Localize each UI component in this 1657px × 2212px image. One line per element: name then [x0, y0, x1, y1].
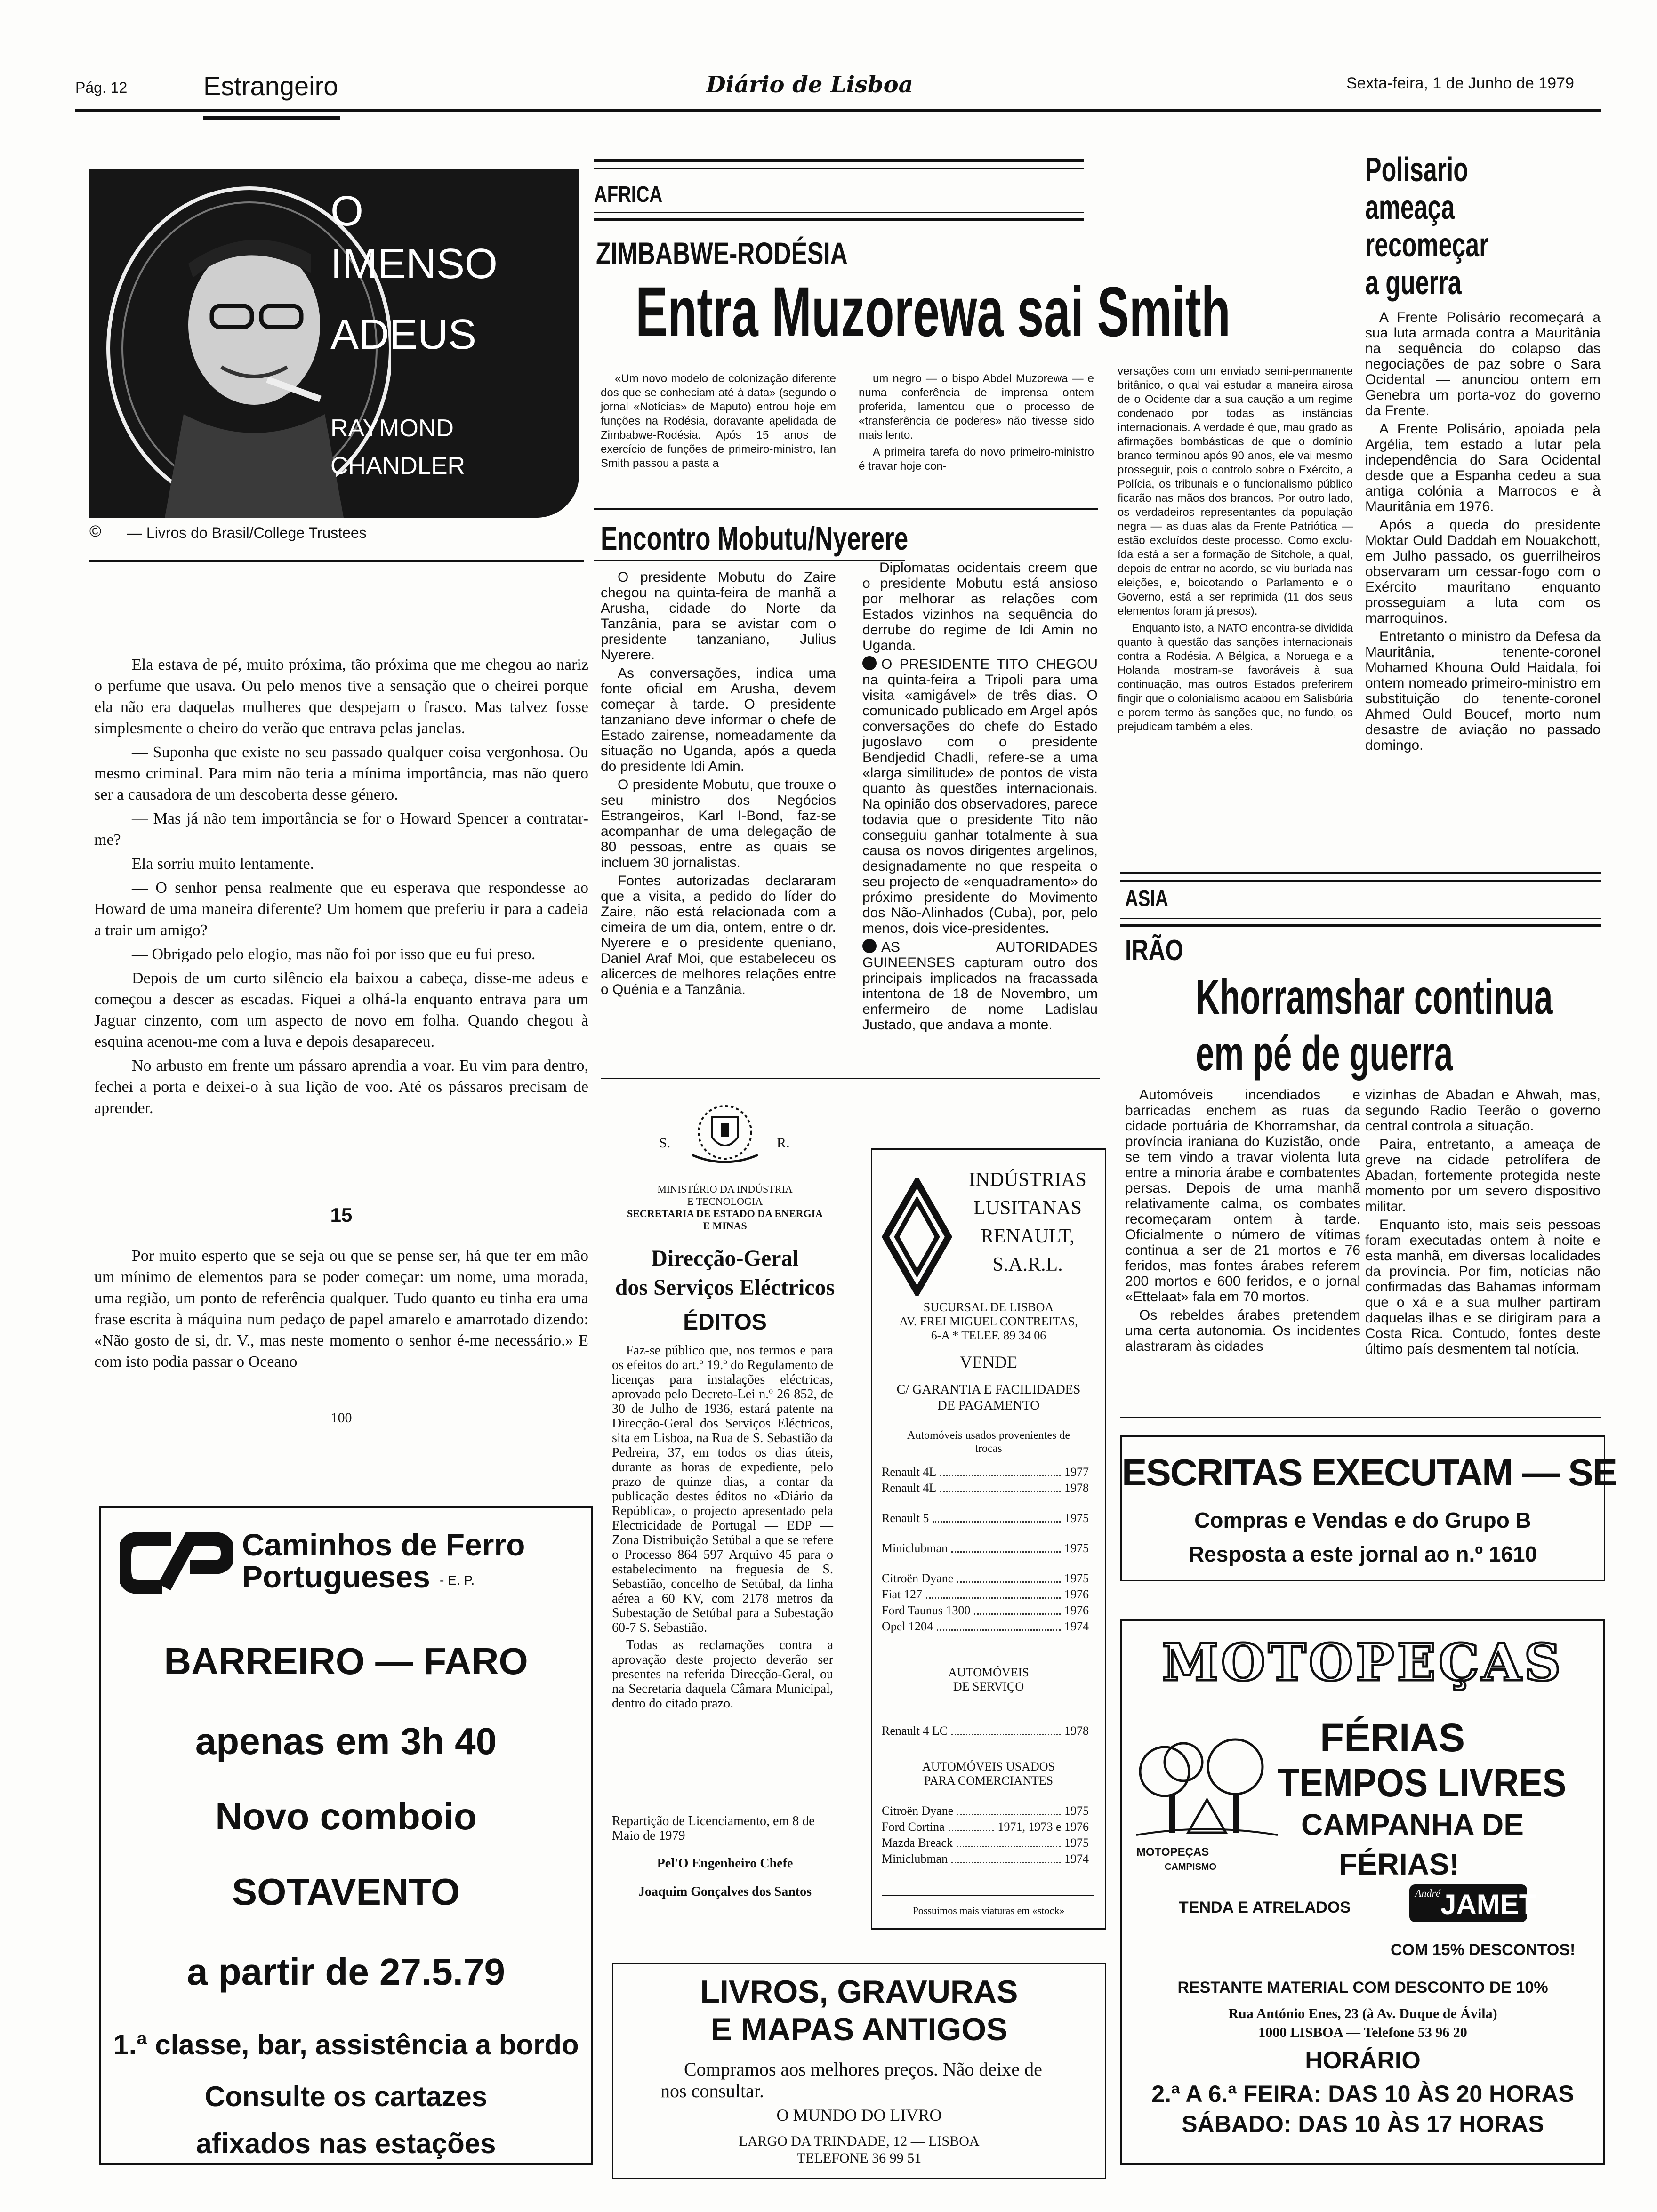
motopecas-tempos-livres: TEMPOS LIVRES	[1278, 1761, 1567, 1805]
asia-paragraph: vizinhas de Abadan e Ahwah, mas, segundo Radio Teerão o governo central controla a situação.	[1365, 1087, 1601, 1134]
motopecas-ferias: FÉRIAS	[1320, 1715, 1465, 1760]
asia-paragraph: Enquanto isto, mais seis pessoas foram executadas ontem à noite e esta manhã, em diversas localidades da província. Por fim, notícias não confirmadas das Bahamas informam que o xá e a sua mulher partiram daquelas ilhas e se dirigiram para a Costa Rica. Contudo, fontes deste último país desmentem tal notícia.	[1365, 1217, 1601, 1357]
editos-title-2: dos Serviços Eléctricos	[615, 1275, 835, 1300]
copyright-symbol: ©	[89, 522, 102, 540]
cp-route: BARREIRO — FARO	[164, 1640, 528, 1682]
renault-name-4: S.A.R.L.	[992, 1254, 1063, 1275]
cp-duration: apenas em 3h 40	[195, 1720, 497, 1762]
list-item: Citroën Dyane 1975	[882, 1804, 1089, 1818]
serial-text	[94, 654, 588, 1122]
asia-headline-2: em pé de guerra	[1196, 1026, 1453, 1081]
list-item: Miniclubman 1975	[882, 1541, 1089, 1555]
renault-name-2: LUSITANAS	[973, 1197, 1082, 1219]
renault-branch-1: SUCURSAL DE LISBOA	[923, 1300, 1054, 1314]
mobutu-paragraph: As conversações, indica uma fonte oficial em Arusha, devem começar à tarde. O presidente tanzaniano deve informar o chefe de Estado zairense, nomeadamente da situação no Uganda, após a queda do presidente Idi Amin.	[601, 665, 836, 774]
cp-brand-line-2: Portugueses	[242, 1559, 430, 1594]
africa-paragraph: versações com um enviado semi-permanente britânico, o qual vai estudar a maneira airosa de o Ocidente dar a sua caução a um regime condenado por todas as instâncias internacionais. A verdade é que, mau grado as afirmações bombásticas de que o domínio branco terminou após 90 anos, ele vai mesmo prosseguir, pois o controlo sobre o Exército, a Polícia, os tribunais e o funcionalismo público ficarão nas mãos dos brancos. Por outro lado, os verdadeiros representantes da população negra — as duas alas da Frente Patriótica — estão excluídos deste processo. Como excluída está a ser a formação de Sitchole, a qual, depois de entrar no acordo, se viu burlada nas eleições, e, boicotando o Parlamento e o Governo, está a ser reprimida (11 dos seus elementos foram já presos).	[1118, 365, 1353, 617]
renault-list-service	[882, 1724, 1089, 1740]
africa-kicker: ZIMBABWE-RODÉSIA	[596, 236, 848, 271]
asia-col-2	[1365, 1087, 1601, 1360]
cp-brand-suffix: - E. P.	[440, 1573, 475, 1587]
list-item: Renault 4L 1977	[882, 1465, 1089, 1479]
renault-trade-2: trocas	[975, 1443, 1002, 1455]
renault-branch-3: 6-A * TELEF. 89 34 06	[931, 1329, 1046, 1342]
banner-author-1: RAYMOND	[330, 415, 454, 442]
renault-dealers-1: AUTOMÓVEIS USADOS	[922, 1760, 1055, 1773]
serial-paragraph: — Suponha que existe no seu passado qualquer coisa vergonhosa. Ou mesmo criminal. Para mim não teria a mínima importância, mas não quero ser a causadora de um descoberta desse género.	[94, 744, 588, 803]
page-number: Pág. 12	[75, 79, 128, 96]
polisario-paragraph: A Frente Polisário recomeçará a sua luta armada contra a Mauritânia na sequência do colapso das negociações de paz sobre o Sara Ocidental — anunciou ontem em Genebra um porta-voz do governo da Frente.	[1365, 310, 1601, 418]
list-item: Fiat 127 1976	[882, 1587, 1089, 1601]
africa-paragraph: A primeira tarefa do novo primeiro-ministro é travar hoje con-	[859, 446, 1094, 473]
serial-paragraph: — Mas já não tem importância se for o Howard Spencer a contratar-me?	[94, 810, 588, 849]
serial-paragraph: Ela estava de pé, muito próxima, tão próxima que me chegou ao nariz o perfume que usava. Ou pelo menos tive a sensação que o cheirei porque ela não era daquelas mulheres que despejam o frasco. Mas talvez fosse simplesmente o cheiro do verão que entrava pelas janelas.	[94, 656, 588, 737]
ministry-line-3: SECRETARIA DE ESTADO DA ENERGIA	[627, 1208, 823, 1219]
editos-notice	[607, 1094, 843, 1960]
copyright-line: — Livros do Brasil/College Trustees	[127, 524, 367, 541]
mobutu-paragraph: O presidente Mobutu, que trouxe o seu ministro dos Negócios Estrangeiros, Karl I-Bond, faz-se acompanhar de uma delegação de 80 pessoas, entre as quais se incluem 30 jornalistas.	[601, 777, 836, 870]
livros-text-1: Compramos aos melhores preços. Não deixe de	[684, 2059, 1042, 2080]
africa-paragraph: um negro — o bispo Abdel Muzorewa — e numa conferência de imprensa ontem proferida, lamentou que o processo de «transferência de poderes» não tivesse sido mais lento.	[859, 372, 1094, 441]
motopecas-address-2: 1000 LISBOA — Telefone 53 96 20	[1258, 2025, 1467, 2040]
motopecas-hours-1: 2.ª A 6.ª FEIRA: DAS 10 ÀS 20 HORAS	[1151, 2081, 1574, 2107]
masthead: Diário de Lisboa	[706, 72, 913, 98]
bullet-icon	[862, 656, 877, 670]
polisario-paragraph: Após a queda do presidente Moktar Ould Daddah em Nouakchott, em Julho passado, os guerrilheiros observaram um cessar-fogo com o Exército mauritano enquanto prosseguiam a luta com os marroquinos.	[1365, 517, 1601, 626]
escritas-line-2: Compras e Vendas e do Grupo B	[1194, 1508, 1531, 1532]
section-title: Estrangeiro	[203, 71, 338, 101]
mobutu-brief: O PRESIDENTE TITO CHEGOU na quinta-feira a Tripoli para uma visita «amigável» de três dias. O comunicado publicado em Argel após conversações do chefe do Estado jugoslavo com o presidente Bendjedid Chadli, refere-se a uma «larga similitude» de pontos de vista quanto às questões internacionais. Na opinião dos observadores, parece todavia que o presidente Tito não conseguiu ganhar totalmente à sua causa os novos dirigentes argelinos, designadamente no que respeita o seu projecto de «enquadramento» do próximo presidente do Movimento dos Não-Alinhados (Cuba), por, pelo menos, dois vice-presidentes.	[862, 657, 1098, 936]
list-item: Ford Cortina 1971, 1973 e 1976	[882, 1820, 1089, 1834]
list-item: Miniclubman 1974	[882, 1852, 1089, 1866]
asia-paragraph: Automóveis incendiados e barricadas enchem as ruas da cidade portuária de Khorramshar, da província iraniana do Kuzistão, onde se tem vindo a travar violenta luta entre a minoria árabe e combatentes persas. Depois de uma manhã relativamente calma, os combates recomeçaram ontem à tarde. Oficialmente o número de vítimas continua a ser de 21 mortos e 76 feridos, mas fontes árabes referem 200 mortos e 600 feridos, e o jornal «Ettelaat» fala em 70 mortos.	[1125, 1087, 1360, 1305]
escritas-title: ESCRITAS EXECUTAM — SE	[1122, 1451, 1617, 1493]
chapter-number: 15	[330, 1204, 353, 1226]
list-item: Citroën Dyane 1975	[882, 1571, 1089, 1585]
seal-right-letter: R.	[777, 1135, 790, 1151]
motopecas-hours-title: HORÁRIO	[1305, 2047, 1421, 2074]
banner-word-3: ADEUS	[330, 311, 477, 358]
renault-list-trade	[882, 1465, 1089, 1635]
coat-of-arms-icon	[683, 1098, 767, 1169]
list-item: Mazda Breack 1975	[882, 1836, 1089, 1850]
escritas-line-3: Resposta a este jornal ao n.º 1610	[1188, 1542, 1537, 1566]
motopecas-advertisement	[1120, 1619, 1605, 2165]
mobutu-paragraph: Diplomatas ocidentais creem que o presidente Mobutu está ansioso por melhorar as relações com Estados vizinhos na sequência do derrube do regime de Idi Amin no Uganda.	[862, 560, 1098, 653]
renault-dealers-2: PARA COMERCIANTES	[924, 1774, 1054, 1787]
issue-date: Sexta-feira, 1 de Junho de 1979	[1346, 74, 1574, 92]
editos-footer-2: Pel'O Engenheiro Chefe	[657, 1856, 793, 1871]
africa-col-2	[859, 372, 1094, 476]
cp-start-date: a partir de 27.5.79	[187, 1951, 505, 1993]
motopecas-hours-2: SÁBADO: DAS 10 ÀS 17 HORAS	[1182, 2111, 1544, 2137]
asia-section-label: ASIA	[1125, 886, 1168, 911]
cp-stations: afixados nas estações	[196, 2128, 496, 2159]
banner-author-2: CHANDLER	[330, 452, 466, 480]
seal-left-letter: S.	[659, 1135, 671, 1151]
serial-paragraph: No arbusto em frente um pássaro aprendia a voar. Eu vim para dentro, fechei a porta e deixei-o à sua lição de voo. Até os pássaros precisam de aprender.	[94, 1057, 588, 1117]
asia-paragraph: Paira, entretanto, a ameaça de greve na cidade petrolífera de Abadan, fortemente protegida neste momento por um severo dispositivo militar.	[1365, 1137, 1601, 1214]
asia-kicker: IRÃO	[1125, 934, 1183, 967]
serial-paragraph: Depois de um curto silêncio ela baixou a cabeça, disse-me adeus e começou a descer as escadas. Fiquei a olhá-la enquanto entrava para um Jaguar cinzento, com um aspecto de novo em folha. Quando chegou à esquina acenou-me com a luva e depois desapareceu.	[94, 970, 588, 1050]
renault-guarantee-2: DE PAGAMENTO	[937, 1398, 1040, 1413]
banner-word-2: IMENSO	[330, 240, 498, 288]
motopecas-brand: MOTOPEÇAS	[1162, 1633, 1564, 1692]
renault-trade-1: Automóveis usados provenientes de	[907, 1429, 1070, 1442]
bullet-icon	[862, 939, 877, 953]
motopecas-logo-sub: CAMPISMO	[1165, 1862, 1216, 1872]
jamet-logo	[1409, 1884, 1536, 1922]
polisario-headline-3: recomeçar	[1365, 226, 1489, 264]
list-item: Renault 4L 1978	[882, 1481, 1089, 1495]
motopecas-logo-text: MOTOPEÇAS	[1136, 1846, 1209, 1859]
editos-paragraph: Faz-se público que, nos termos e para os efeitos do art.º 19.º do Regulamento de licenças para instalações eléctricas, aprovado pelo Decreto-Lei n.º 26 852, de 30 de Julho de 1936, estará patente na Direcção-Geral dos Serviços Eléctricos, sita em Lisboa, na Rua de S. Sebastião da Pedreira, 37, em todos os dias úteis, durante as horas de expediente, pelo prazo de quinze dias, a contar da publicação destes éditos no «Diário da República», o projecto apresentado pela Electricidade de Portugal — EDP — Zona Distribuição Setúbal a que se refere o Processo 864 597 Arquivo 45 para o estabelecimento na freguesia de S. Sebastião, concelho de Setúbal, da linha aérea a 60 KV, com 2178 metros da Subestação de Setúbal para a Subestação 60-7 S. Sebastião.	[612, 1343, 833, 1635]
renault-service-1: AUTOMÓVEIS	[948, 1666, 1029, 1679]
livros-advertisement	[612, 1963, 1106, 2179]
jamet-small: André	[1415, 1887, 1440, 1899]
renault-sells: VENDE	[960, 1353, 1017, 1371]
livros-address: LARGO DA TRINDADE, 12 — LISBOA	[739, 2133, 980, 2149]
motopecas-ferias-2: FÉRIAS!	[1339, 1847, 1459, 1881]
serial-page-number: 100	[330, 1410, 352, 1426]
asia-paragraph: Os rebeldes árabes pretendem uma certa autonomia. Os incidentes alastraram às cidades	[1125, 1307, 1360, 1354]
serial-paragraph: — Obrigado pelo elogio, mas não foi por isso que eu fui preso.	[132, 946, 536, 963]
serial-paragraph-2: Por muito esperto que se seja ou que se pense ser, há que ter em mão um mínimo de elementos para se poder começar: um nome, uma morada, uma região, um ponto de referência qualquer. Tudo quanto eu tinha era uma frase escrita à máquina num pedaço de papel amarelo e amarrotado dizendo: «Não gosto de si, dr. V., mas neste momento o senhor é-me necessário.» E com isto podia passar o Oceano	[94, 1247, 588, 1370]
livros-title-1: LIVROS, GRAVURAS	[700, 1974, 1018, 2010]
cp-services: 1.ª classe, bar, assistência a bordo	[113, 2029, 579, 2060]
africa-section-label: AFRICA	[594, 182, 663, 207]
cp-train-name: SOTAVENTO	[232, 1871, 460, 1913]
renault-list-dealers	[882, 1804, 1089, 1868]
polisario-headline-1: Polisario	[1365, 151, 1468, 189]
cp-consult: Consulte os cartazes	[204, 2081, 488, 2112]
jamet-brand: JAMET	[1440, 1889, 1536, 1920]
motopecas-address-1: Rua António Enes, 23 (à Av. Duque de Ávila)	[1228, 2006, 1497, 2021]
banner-word-1: O	[330, 188, 364, 235]
list-item: Ford Taunus 1300 1976	[882, 1603, 1089, 1617]
africa-col-3	[1118, 364, 1353, 737]
polisario-paragraph: A Frente Polisário, apoiada pela Argélia, tem estado a lutar pela independência do Sara Ocidental desde que a Espanha cedeu a sua antiga colónia a Marrocos e à Mauritânia em 1976.	[1365, 421, 1601, 514]
renault-service-2: DE SERVIÇO	[953, 1680, 1024, 1693]
list-item: Renault 5 1975	[882, 1511, 1089, 1525]
editos-footer-1: Repartição de Licenciamento, em 8 de Maio de 1979	[612, 1814, 815, 1843]
renault-branch-2: AV. FREI MIGUEL CONTREITAS,	[899, 1314, 1078, 1328]
mobutu-paragraph: Fontes autorizadas declararam que a visita, a pedido do líder do Zaire, não está relacionada com a cimeira de um dia, ontem, entre o dr. Nyerere e o presidente queniano, Daniel Araf Moi, que estabeleceu os alicerces de melhores relações entre o Quénia e a Tanzânia.	[601, 873, 836, 997]
mobutu-brief: AS AUTORIDADES GUINEENSES capturam outro dos principais implicados na fracassada intentona de 18 de Novembro, um enfermeiro de nome Ladislau Justado, que andava a monte.	[862, 939, 1098, 1033]
editos-paragraph: Todas as reclamações contra a aprovação deste projecto deverão ser presentes na referida Direcção-Geral, ou na Secretaria daquela Câmara Municipal, dentro do citado prazo.	[612, 1638, 833, 1711]
motopecas-rest: RESTANTE MATERIAL COM DESCONTO DE 10%	[1177, 1979, 1548, 1996]
mobutu-paragraph: O presidente Mobutu do Zaire chegou na quinta-feira de manhã a Arusha, cidade do Norte da Tanzânia, para se avistar com o presidente tanzaniano, Julius Nyerere.	[601, 569, 836, 663]
renault-guarantee-1: C/ GARANTIA E FACILIDADES	[896, 1382, 1081, 1397]
ministry-line-1: MINISTÉRIO DA INDÚSTRIA	[657, 1183, 793, 1195]
africa-paragraph: Enquanto isto, a NATO encontra-se dividida quanto à questão das sanções internacionais contra a Rodésia. A Bélgica, a Noruega e a Holanda mostram-se favoráveis à sua continuação, mas outros Estados preferirem fingir que o colonialismo acabou em Salisbúria e porem termo às sanções que, no fundo, os prejudicam também a eles.	[1118, 622, 1353, 733]
polisario-headline-2: ameaça	[1365, 189, 1455, 226]
renault-name-3: RENAULT,	[981, 1226, 1075, 1247]
ministry-line-2: E TECNOLOGIA	[687, 1195, 763, 1207]
serial-paragraph: Ela sorriu muito lentamente.	[132, 855, 314, 873]
polisario-headline-4: a guerra	[1365, 264, 1462, 302]
motopecas-campanha: CAMPANHA DE	[1301, 1808, 1524, 1842]
ministry-line-4: E MINAS	[703, 1220, 747, 1232]
list-item: Renault 4 LC 1978	[882, 1724, 1089, 1738]
editos-body	[612, 1343, 833, 1714]
mobutu-col-1	[601, 569, 836, 1000]
cp-new-train: Novo comboio	[215, 1795, 477, 1837]
livros-text-2: nos consultar.	[660, 2080, 764, 2101]
renault-logo-icon	[882, 1178, 952, 1296]
motopecas-tenda: TENDA E ATRELADOS	[1179, 1899, 1351, 1916]
serial-paragraph: — O senhor pensa realmente que eu esperava que respondesse ao Howard de uma maneira diferente? Um homem que preferiu ir para a cadeia a trair um amigo?	[94, 879, 588, 939]
renault-name-1: INDÚSTRIAS	[969, 1169, 1086, 1191]
cp-advertisement	[99, 1506, 593, 2165]
polisario-text	[1365, 310, 1601, 756]
livros-shop: O MUNDO DO LIVRO	[776, 2106, 942, 2124]
mobutu-headline: Encontro Mobutu/Nyerere	[601, 520, 909, 557]
asia-headline-1: Khorramshar continua	[1196, 970, 1553, 1025]
renault-footer: Possuímos mais viaturas em «stock»	[912, 1905, 1065, 1916]
list-item: Opel 1204 1974	[882, 1619, 1089, 1633]
motopecas-discount: COM 15% DESCONTOS!	[1391, 1941, 1576, 1959]
livros-title-2: E MAPAS ANTIGOS	[710, 2012, 1008, 2047]
livros-phone: TELEFONE 36 99 51	[796, 2150, 922, 2166]
polisario-paragraph: Entretanto o ministro da Defesa da Mauritânia, tenente-coronel Mohamed Khouna Ould Haidala, foi ontem nomeado primeiro-ministro em substituição do tenente-coronel Ahmed Ould Boucef, morto num desastre de aviação no passado domingo.	[1365, 629, 1601, 753]
cp-brand-line-1: Caminhos de Ferro	[242, 1527, 525, 1562]
mobutu-col-2	[862, 560, 1098, 1035]
asia-col-1	[1125, 1087, 1360, 1357]
editos-footer-3: Joaquim Gonçalves dos Santos	[638, 1884, 812, 1899]
escritas-advertisement	[1120, 1435, 1617, 1581]
africa-col-1: «Um novo modelo de colonização diferente dos que se conheciam até à data» (segundo o jornal «Notícias» de Maputo) entrou hoje em funções na Rodésia, doravante apelidada de Zimbabwe-Rodésia. Após 15 anos de exercício de funções de primeiro-ministro, Ian Smith passou a pasta a	[601, 372, 836, 470]
africa-headline: Entra Muzorewa sai Smith	[635, 272, 1231, 351]
cp-logo-icon	[120, 1532, 233, 1594]
renault-advertisement	[871, 1148, 1106, 1930]
editos-title-3: ÉDITOS	[683, 1310, 767, 1335]
serial-banner	[89, 169, 579, 518]
editos-title-1: Direcção-Geral	[651, 1246, 799, 1271]
